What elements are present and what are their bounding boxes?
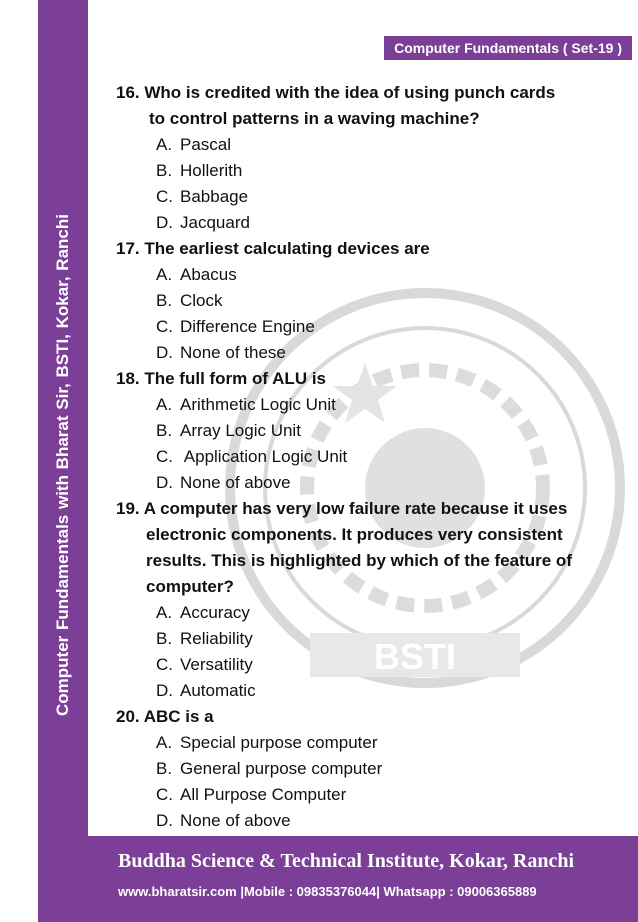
option-a: A. Accuracy (156, 603, 250, 622)
question-20 (116, 704, 626, 834)
option-b: B. Hollerith (156, 161, 243, 180)
question-text: 20. ABC is a (116, 707, 214, 726)
option-b: B. Reliability (156, 629, 253, 648)
institute-name: Buddha Science & Technical Institute, Kokar, Ranchi (118, 850, 575, 872)
option-c: C. Application Logic Unit (156, 447, 348, 466)
option-d: D. Automatic (156, 681, 256, 700)
option-a: A. Abacus (156, 265, 237, 284)
question-19 (116, 496, 626, 704)
watermark-label: BSTI (373, 636, 457, 677)
option-d: D. None of above (156, 473, 291, 492)
option-a: A. Pascal (156, 135, 232, 154)
option-b: B. General purpose computer (156, 759, 383, 778)
question-text: 17. The earliest calculating devices are (116, 239, 430, 258)
sidebar-vertical-title: Computer Fundamentals with Bharat Sir, BSTI, Kokar, Ranchi (53, 214, 72, 716)
question-16 (116, 80, 626, 236)
option-b: B. Array Logic Unit (156, 421, 301, 440)
contact-line: www.bharatsir.com |Mobile : 09835376044| Whatsapp : 09006365889 (118, 884, 537, 899)
option-a: A. Arithmetic Logic Unit (156, 395, 336, 414)
question-text: 18. The full form of ALU is (116, 369, 326, 388)
set-title-badge: Computer Fundamentals ( Set-19 ) (384, 36, 632, 60)
option-c: C. Versatility (156, 655, 253, 674)
footer-band (88, 836, 638, 922)
option-c: C. Difference Engine (156, 317, 315, 336)
option-d: D. Jacquard (156, 213, 250, 232)
question-17 (116, 236, 626, 366)
question-text: 16. Who is credited with the idea of using punch cards to control patterns in a waving machine? (116, 83, 556, 128)
option-c: C. Babbage (156, 187, 249, 206)
option-c: C. All Purpose Computer (156, 785, 347, 804)
question-text: 19. A computer has very low failure rate because it uses electronic components. It produces very consistent results. This is highlighted by which of the feature of computer? (116, 499, 572, 596)
option-a: A. Special purpose computer (156, 733, 378, 752)
question-18 (116, 366, 626, 496)
option-b: B. Clock (156, 291, 223, 310)
option-d: D. None of these (156, 343, 286, 362)
question-list (116, 80, 626, 834)
option-d: D. None of above (156, 811, 291, 830)
